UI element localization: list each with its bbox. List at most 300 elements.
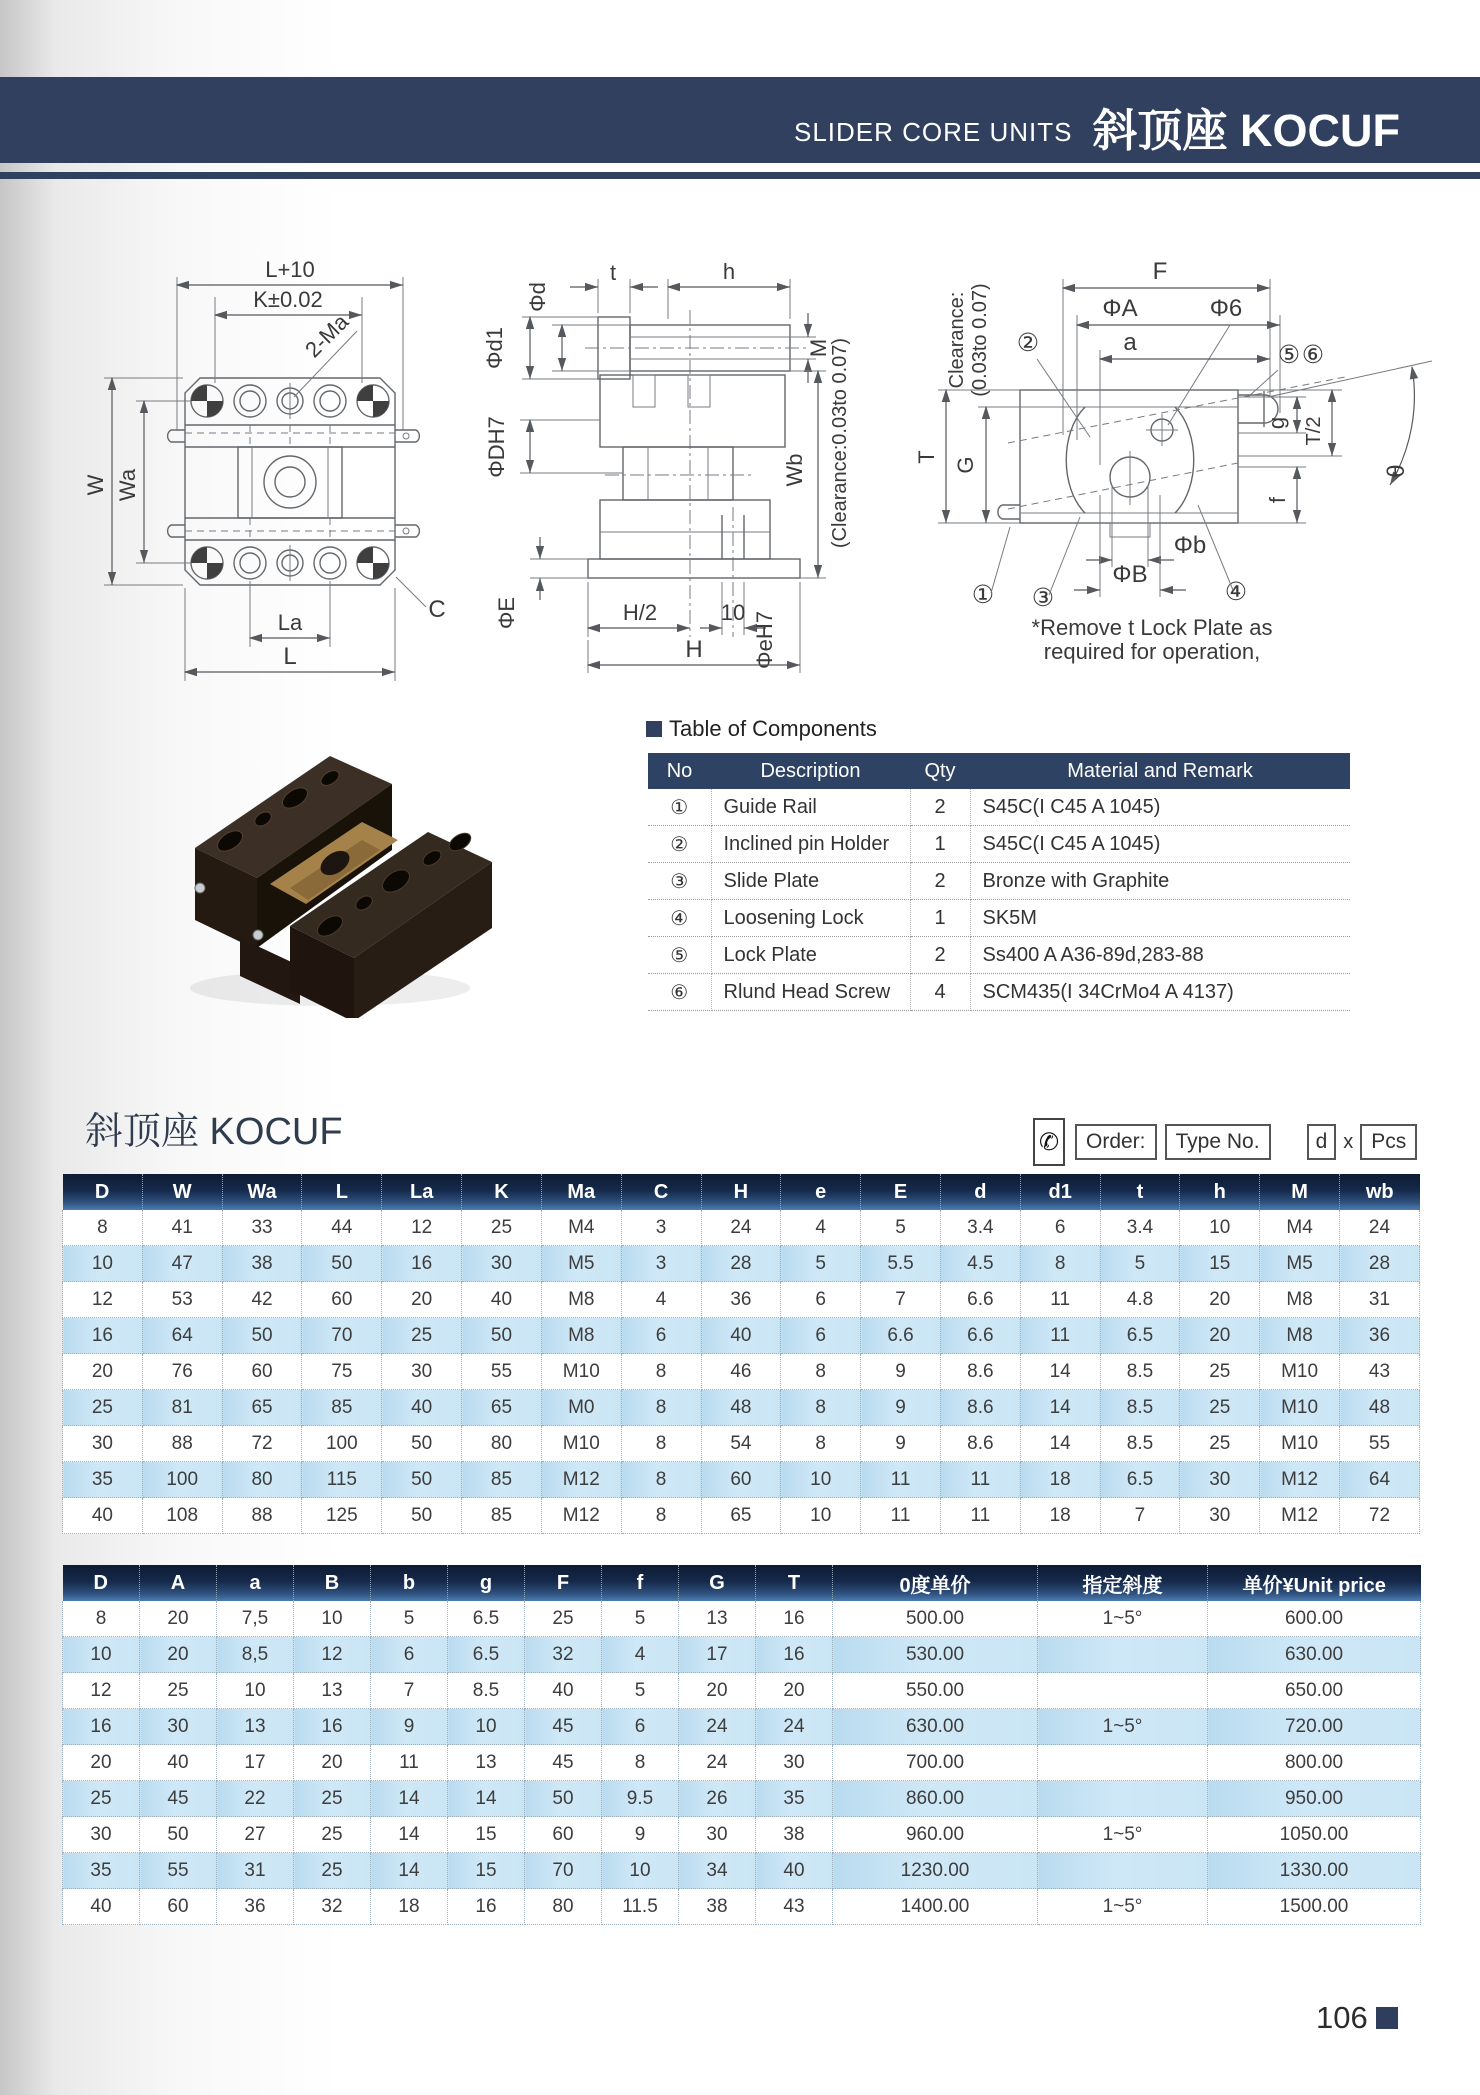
table-cell: 20: [1180, 1318, 1260, 1354]
table-cell: 72: [1340, 1498, 1420, 1534]
table-cell: 6: [602, 1709, 679, 1745]
drawing-note-line1: *Remove t Lock Plate as: [1031, 615, 1273, 640]
table-cell: 10: [448, 1709, 525, 1745]
table-cell: 14: [1020, 1426, 1100, 1462]
table-cell: 31: [1340, 1282, 1420, 1318]
dim-label: T/2: [1303, 416, 1325, 446]
table-cell: 24: [679, 1709, 756, 1745]
table-cell: [1038, 1781, 1208, 1817]
table-cell: 60: [140, 1889, 217, 1925]
dim-label: (Clearance:0.03to 0.07): [829, 337, 851, 549]
table-cell: 800.00: [1208, 1745, 1421, 1781]
column-header: T: [756, 1565, 833, 1601]
dim-label: Clearance:: [946, 291, 968, 389]
table-cell: 6.6: [861, 1318, 941, 1354]
table-cell: 88: [222, 1498, 302, 1534]
balloon-2: ②: [1016, 329, 1040, 357]
table-cell: 30: [756, 1745, 833, 1781]
table-cell: ③: [648, 863, 711, 900]
table-cell: SCM435(I 34CrMo4 A 4137): [970, 974, 1350, 1011]
column-header: Material and Remark: [970, 753, 1350, 789]
table-cell: 20: [63, 1745, 140, 1781]
table-cell: Ss400 A A36-89d,283-88: [970, 937, 1350, 974]
table-cell: 11: [861, 1498, 941, 1534]
table-row: [63, 1781, 1421, 1817]
table-cell: 45: [525, 1745, 602, 1781]
column-header: wb: [1340, 1174, 1420, 1210]
table-cell: 530.00: [833, 1637, 1038, 1673]
table-cell: 85: [462, 1498, 542, 1534]
column-header: d: [940, 1174, 1020, 1210]
table-cell: 85: [302, 1390, 382, 1426]
table-row: [648, 826, 1350, 863]
table-cell: 4.5: [940, 1246, 1020, 1282]
table-cell: 16: [756, 1637, 833, 1673]
table-cell: 700.00: [833, 1745, 1038, 1781]
table-cell: 15: [1180, 1246, 1260, 1282]
table-cell: 10: [602, 1853, 679, 1889]
table-cell: 14: [371, 1853, 448, 1889]
table-cell: M4: [1260, 1210, 1340, 1246]
page-number: [1316, 2000, 1398, 2036]
table-cell: [1038, 1853, 1208, 1889]
dim-label: Φ6: [1209, 295, 1243, 322]
table-cell: 30: [679, 1817, 756, 1853]
dimension-table-1: [62, 1174, 1420, 1534]
table-cell: 16: [448, 1889, 525, 1925]
table-cell: 11: [940, 1462, 1020, 1498]
table-cell: 3.4: [1100, 1210, 1180, 1246]
table-cell: 43: [756, 1889, 833, 1925]
column-header: K: [462, 1174, 542, 1210]
table-cell: 960.00: [833, 1817, 1038, 1853]
dim-label: ΦDH7: [484, 416, 509, 478]
table-cell: 70: [302, 1318, 382, 1354]
table-cell: 38: [679, 1889, 756, 1925]
table-cell: 28: [701, 1246, 781, 1282]
dim-label: Wa: [115, 468, 140, 502]
table-cell: 4: [781, 1210, 861, 1246]
table-cell: 75: [302, 1354, 382, 1390]
table-cell: M12: [1260, 1462, 1340, 1498]
dim-label: T: [914, 450, 939, 464]
column-header: d1: [1020, 1174, 1100, 1210]
table-cell: 20: [294, 1745, 371, 1781]
table-cell: 40: [382, 1390, 462, 1426]
table-cell: 25: [1180, 1354, 1260, 1390]
column-header: t: [1100, 1174, 1180, 1210]
column-header: e: [781, 1174, 861, 1210]
table-cell: 1230.00: [833, 1853, 1038, 1889]
table-cell: M12: [541, 1498, 621, 1534]
table-cell: M8: [1260, 1282, 1340, 1318]
dim-label: ΦA: [1102, 295, 1138, 322]
table-cell: 18: [371, 1889, 448, 1925]
product-photo: [140, 688, 510, 1018]
table-cell: 43: [1340, 1354, 1420, 1390]
components-table: [648, 753, 1350, 1011]
table-cell: 6.5: [448, 1601, 525, 1637]
page-title-cn: 斜顶座 KOCUF: [1092, 105, 1400, 156]
table-cell: 25: [63, 1390, 143, 1426]
table-cell: 100: [302, 1426, 382, 1462]
header-band: [0, 77, 1480, 163]
table-cell: 550.00: [833, 1673, 1038, 1709]
table-cell: 54: [701, 1426, 781, 1462]
table-row: [63, 1462, 1420, 1498]
dim-label: Wb: [782, 453, 807, 487]
table-cell: 720.00: [1208, 1709, 1421, 1745]
pcs-box: Pcs: [1360, 1124, 1417, 1159]
table-cell: M12: [541, 1462, 621, 1498]
table-cell: Loosening Lock: [711, 900, 910, 937]
table-cell: Bronze with Graphite: [970, 863, 1350, 900]
table-row: [63, 1210, 1420, 1246]
table-cell: ⑥: [648, 974, 711, 1011]
table-cell: 25: [63, 1781, 140, 1817]
table-cell: 41: [142, 1210, 222, 1246]
dimension-table-1-header-row: [63, 1174, 1420, 1210]
table-cell: 6: [781, 1282, 861, 1318]
balloon-1: ①: [971, 581, 995, 609]
components-title-text: Table of Components: [669, 716, 877, 741]
table-cell: 24: [679, 1745, 756, 1781]
column-header: F: [525, 1565, 602, 1601]
table-cell: ⑤: [648, 937, 711, 974]
table-cell: 26: [679, 1781, 756, 1817]
table-cell: 34: [679, 1853, 756, 1889]
table-cell: 25: [382, 1318, 462, 1354]
table-row: [648, 974, 1350, 1011]
table-cell: 1400.00: [833, 1889, 1038, 1925]
table-cell: 8: [621, 1354, 701, 1390]
balloon-3: ③: [1031, 584, 1055, 612]
table-cell: 20: [140, 1601, 217, 1637]
table-cell: 50: [302, 1246, 382, 1282]
dim-label: Φd: [525, 282, 550, 312]
table-cell: 70: [525, 1853, 602, 1889]
table-cell: 53: [142, 1282, 222, 1318]
table-cell: 9: [861, 1426, 941, 1462]
table-cell: 45: [140, 1781, 217, 1817]
table-cell: M10: [1260, 1390, 1340, 1426]
table-cell: 4: [602, 1637, 679, 1673]
table-cell: 50: [382, 1498, 462, 1534]
drawing-front-view: [914, 258, 1432, 664]
table-cell: 6: [371, 1637, 448, 1673]
table-cell: 50: [140, 1817, 217, 1853]
table-cell: 500.00: [833, 1601, 1038, 1637]
table-cell: M4: [541, 1210, 621, 1246]
table-cell: 8,5: [217, 1637, 294, 1673]
table-cell: 9: [371, 1709, 448, 1745]
table-cell: 6: [781, 1318, 861, 1354]
table-cell: ①: [648, 789, 711, 826]
table-cell: 60: [525, 1817, 602, 1853]
table-cell: 1~5°: [1038, 1817, 1208, 1853]
table-cell: 30: [63, 1817, 140, 1853]
table-row: [63, 1637, 1421, 1673]
table-cell: 11: [861, 1462, 941, 1498]
table-cell: 20: [1180, 1282, 1260, 1318]
dim-label: ΦeH7: [752, 611, 777, 669]
table-cell: 10: [781, 1498, 861, 1534]
table-row: [63, 1709, 1421, 1745]
table-cell: 80: [525, 1889, 602, 1925]
table-cell: 14: [371, 1817, 448, 1853]
dim-label: ΦE: [494, 596, 519, 630]
table-cell: 8: [781, 1390, 861, 1426]
column-header: b: [371, 1565, 448, 1601]
table-cell: S45C(I C45 A 1045): [970, 826, 1350, 863]
table-cell: 25: [525, 1601, 602, 1637]
order-bar: [1033, 1118, 1417, 1166]
dim-label: Φd1: [482, 326, 507, 370]
table-cell: 30: [1180, 1462, 1260, 1498]
drawing-top-view: [83, 257, 446, 681]
table-cell: [1038, 1637, 1208, 1673]
table-cell: SK5M: [970, 900, 1350, 937]
table-cell: 25: [294, 1853, 371, 1889]
table-row: [63, 1498, 1420, 1534]
table-cell: 44: [302, 1210, 382, 1246]
table-cell: 60: [222, 1354, 302, 1390]
column-header: L: [302, 1174, 382, 1210]
table-cell: 50: [525, 1781, 602, 1817]
table-cell: 18: [1020, 1498, 1100, 1534]
table-cell: 600.00: [1208, 1601, 1421, 1637]
table-cell: 88: [142, 1426, 222, 1462]
table-cell: 64: [1340, 1462, 1420, 1498]
table-cell: 1: [910, 826, 970, 863]
table-row: [648, 937, 1350, 974]
table-cell: 1~5°: [1038, 1889, 1208, 1925]
table-cell: 10: [1180, 1210, 1260, 1246]
table-cell: 11: [1020, 1318, 1100, 1354]
table-cell: 8: [621, 1390, 701, 1426]
table-cell: 40: [525, 1673, 602, 1709]
table-cell: 81: [142, 1390, 222, 1426]
x-separator: x: [1343, 1130, 1354, 1153]
dim-label: La: [277, 610, 303, 635]
table-cell: 20: [140, 1637, 217, 1673]
table-cell: 8: [63, 1601, 140, 1637]
table-cell: M5: [541, 1246, 621, 1282]
table-cell: 11.5: [602, 1889, 679, 1925]
dim-label: 10: [720, 600, 746, 625]
table-cell: 50: [382, 1426, 462, 1462]
table-cell: 50: [222, 1318, 302, 1354]
table-cell: 8.6: [940, 1390, 1020, 1426]
table-cell: 25: [1180, 1426, 1260, 1462]
dim-label: H: [685, 636, 703, 663]
table-cell: M10: [541, 1354, 621, 1390]
table-cell: 36: [1340, 1318, 1420, 1354]
table-cell: M0: [541, 1390, 621, 1426]
table-cell: 1: [910, 900, 970, 937]
table-cell: 115: [302, 1462, 382, 1498]
table-cell: 6.5: [1100, 1462, 1180, 1498]
d-box: d: [1307, 1124, 1337, 1159]
table-row: [63, 1889, 1421, 1925]
phone-icon: ✆: [1033, 1118, 1065, 1166]
table-cell: 14: [448, 1781, 525, 1817]
table-cell: 10: [63, 1637, 140, 1673]
technical-drawings: [0, 185, 1480, 690]
column-header: La: [382, 1174, 462, 1210]
table-cell: 7: [1100, 1498, 1180, 1534]
table-cell: 48: [701, 1390, 781, 1426]
table-cell: [1038, 1745, 1208, 1781]
table-cell: 16: [63, 1709, 140, 1745]
dim-label: L: [283, 643, 297, 670]
table-cell: 9: [861, 1390, 941, 1426]
table-cell: 8: [602, 1745, 679, 1781]
table-cell: 20: [679, 1673, 756, 1709]
table-cell: 7: [371, 1673, 448, 1709]
order-label: Order:: [1075, 1124, 1157, 1159]
table-cell: 72: [222, 1426, 302, 1462]
table-cell: M8: [541, 1318, 621, 1354]
table-cell: 7: [861, 1282, 941, 1318]
table-cell: 1~5°: [1038, 1709, 1208, 1745]
table-cell: 4: [910, 974, 970, 1011]
table-cell: 5: [861, 1210, 941, 1246]
table-cell: 64: [142, 1318, 222, 1354]
table-cell: 860.00: [833, 1781, 1038, 1817]
table-cell: 5: [602, 1601, 679, 1637]
table-cell: M10: [1260, 1354, 1340, 1390]
column-header: a: [217, 1565, 294, 1601]
table-cell: 80: [222, 1462, 302, 1498]
table-cell: 6: [1020, 1210, 1100, 1246]
table-cell: 20: [63, 1354, 143, 1390]
table-cell: 30: [462, 1246, 542, 1282]
table-cell: 12: [294, 1637, 371, 1673]
table-cell: 13: [679, 1601, 756, 1637]
table-cell: 4: [621, 1282, 701, 1318]
table-cell: 9: [861, 1354, 941, 1390]
table-cell: 125: [302, 1498, 382, 1534]
dim-label: F: [1152, 258, 1168, 285]
table-cell: M5: [1260, 1246, 1340, 1282]
table-cell: M10: [541, 1426, 621, 1462]
table-cell: 24: [756, 1709, 833, 1745]
balloon-4: ④: [1224, 578, 1248, 606]
table-cell: 18: [1020, 1462, 1100, 1498]
dim-label: t: [609, 260, 617, 285]
table-cell: 10: [63, 1246, 143, 1282]
table-cell: 2: [910, 789, 970, 826]
table-cell: 3: [621, 1210, 701, 1246]
table-cell: 16: [382, 1246, 462, 1282]
dim-label: (0.03to 0.07): [969, 283, 991, 397]
table-row: [63, 1673, 1421, 1709]
table-cell: 25: [462, 1210, 542, 1246]
column-header: B: [294, 1565, 371, 1601]
table-row: [63, 1817, 1421, 1853]
table-cell: 8.6: [940, 1354, 1020, 1390]
table-cell: 5: [371, 1601, 448, 1637]
table-cell: 65: [222, 1390, 302, 1426]
table-cell: 14: [1020, 1390, 1100, 1426]
table-cell: Guide Rail: [711, 789, 910, 826]
table-cell: 5: [781, 1246, 861, 1282]
table-row: [63, 1390, 1420, 1426]
column-header: h: [1180, 1174, 1260, 1210]
column-header: Qty: [910, 753, 970, 789]
table-cell: 4.8: [1100, 1282, 1180, 1318]
dimension-table-2: [62, 1565, 1421, 1925]
column-header: E: [861, 1174, 941, 1210]
table-cell: 8.5: [1100, 1354, 1180, 1390]
table-cell: 46: [701, 1354, 781, 1390]
table-cell: 17: [217, 1745, 294, 1781]
table-cell: 2: [910, 863, 970, 900]
table-cell: [1038, 1673, 1208, 1709]
table-cell: 32: [525, 1637, 602, 1673]
column-header: A: [140, 1565, 217, 1601]
table-cell: 100: [142, 1462, 222, 1498]
table-row: [648, 900, 1350, 937]
table-cell: 8: [621, 1498, 701, 1534]
components-header-row: [648, 753, 1350, 789]
table-cell: 8: [1020, 1246, 1100, 1282]
table-cell: M8: [1260, 1318, 1340, 1354]
table-cell: 12: [63, 1282, 143, 1318]
components-title: [646, 716, 877, 742]
table-cell: 6.6: [940, 1318, 1020, 1354]
drawing-section-view: [482, 259, 851, 673]
table-row: [63, 1853, 1421, 1889]
table-cell: 3.4: [940, 1210, 1020, 1246]
table-row: [63, 1282, 1420, 1318]
table-cell: 30: [382, 1354, 462, 1390]
table-cell: 30: [63, 1426, 143, 1462]
column-header: M: [1260, 1174, 1340, 1210]
table-cell: 85: [462, 1462, 542, 1498]
balloon-6: ⑥: [1301, 341, 1325, 369]
column-header: D: [63, 1565, 140, 1601]
column-header: 单价¥Unit price: [1208, 1565, 1421, 1601]
table-cell: 40: [462, 1282, 542, 1318]
table-cell: 2: [910, 937, 970, 974]
table-row: [63, 1354, 1420, 1390]
column-header: f: [602, 1565, 679, 1601]
table-cell: 20: [382, 1282, 462, 1318]
table-cell: Rlund Head Screw: [711, 974, 910, 1011]
column-header: 0度单价: [833, 1565, 1038, 1601]
table-row: [63, 1601, 1421, 1637]
drawing-note-line2: required for operation,: [1043, 639, 1261, 664]
table-cell: 33: [222, 1210, 302, 1246]
table-cell: 60: [701, 1462, 781, 1498]
table-cell: 48: [1340, 1390, 1420, 1426]
table-cell: 55: [1340, 1426, 1420, 1462]
section-title: 斜顶座 KOCUF: [85, 1111, 343, 1153]
page-number-square: [1376, 2007, 1398, 2029]
table-cell: 42: [222, 1282, 302, 1318]
table-row: [648, 863, 1350, 900]
table-cell: 3: [621, 1246, 701, 1282]
table-cell: 13: [217, 1709, 294, 1745]
table-cell: 50: [382, 1462, 462, 1498]
table-cell: ②: [648, 826, 711, 863]
table-cell: 11: [940, 1498, 1020, 1534]
table-cell: 10: [781, 1462, 861, 1498]
table-row: [63, 1426, 1420, 1462]
table-cell: S45C(I C45 A 1045): [970, 789, 1350, 826]
